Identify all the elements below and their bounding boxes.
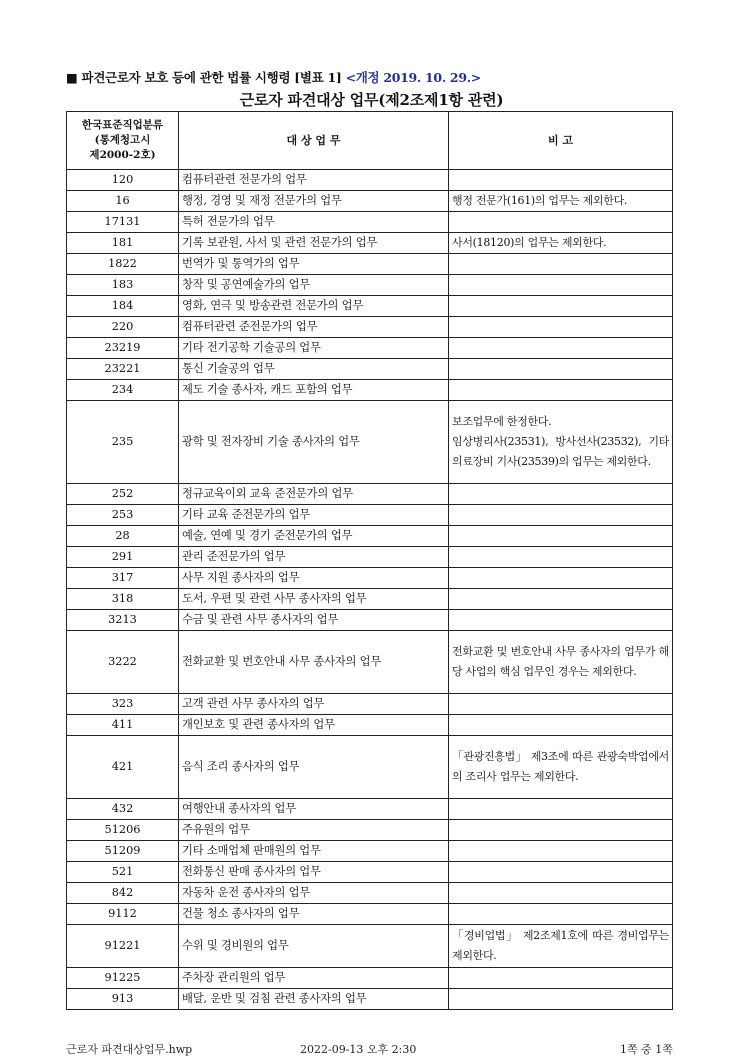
- occupation-code-cell: 913: [67, 989, 179, 1010]
- table-row: [67, 317, 673, 338]
- remark-text: 「관광진흥법」 제3조에 따른 관광숙박업에서의 조리사 업무는 제외한다.: [452, 750, 669, 783]
- target-duty-cell: 광학 및 전자장비 기술 종사자의 업무: [179, 401, 449, 484]
- occupation-code-cell: 323: [67, 694, 179, 715]
- table-header-row: [67, 112, 673, 170]
- occupation-code-cell: 1822: [67, 254, 179, 275]
- duty-column-header: 대 상 업 무: [179, 112, 449, 170]
- remark-cell: [449, 883, 673, 904]
- occupation-code-cell: 411: [67, 715, 179, 736]
- target-duty-cell: 수위 및 경비원의 업무: [179, 925, 449, 968]
- table-row: [67, 380, 673, 401]
- occupation-code-cell: 51209: [67, 841, 179, 862]
- remark-cell: [449, 401, 673, 484]
- target-duty-cell: 전화교환 및 번호안내 사무 종사자의 업무: [179, 631, 449, 694]
- remark-cell: [449, 694, 673, 715]
- remark-text: 보조업무에 한정한다.: [452, 415, 552, 428]
- occupation-code-cell: 23221: [67, 359, 179, 380]
- remark-cell: [449, 820, 673, 841]
- remark-cell: [449, 380, 673, 401]
- remark-cell: [449, 968, 673, 989]
- table-row: [67, 589, 673, 610]
- table-row: [67, 736, 673, 799]
- table-row: [67, 715, 673, 736]
- occupation-code-cell: 3222: [67, 631, 179, 694]
- table-row: [67, 841, 673, 862]
- table-row: [67, 233, 673, 254]
- target-duty-cell: 여행안내 종사자의 업무: [179, 799, 449, 820]
- footer-page-number: 1쪽 중 1쪽: [620, 1043, 673, 1056]
- target-duty-cell: 통신 기술공의 업무: [179, 359, 449, 380]
- table-row: [67, 989, 673, 1010]
- occupation-code-cell: 17131: [67, 212, 179, 233]
- target-duty-cell: 자동차 운전 종사자의 업무: [179, 883, 449, 904]
- occupation-code-cell: 183: [67, 275, 179, 296]
- target-duty-cell: 주차장 관리원의 업무: [179, 968, 449, 989]
- target-duty-cell: 컴퓨터관련 전문가의 업무: [179, 170, 449, 191]
- occupation-code-cell: 220: [67, 317, 179, 338]
- occupation-code-cell: 291: [67, 547, 179, 568]
- occupation-code-cell: 421: [67, 736, 179, 799]
- remark-cell: [449, 736, 673, 799]
- code-header-line: 제2000-2호): [89, 149, 156, 161]
- remark-cell: [449, 925, 673, 968]
- remark-cell: [449, 841, 673, 862]
- target-duty-cell: 사무 지원 종사자의 업무: [179, 568, 449, 589]
- occupation-code-cell: 253: [67, 505, 179, 526]
- remark-cell: [449, 254, 673, 275]
- remark-text: 행정 전문가(161)의 업무는 제외한다.: [452, 194, 628, 207]
- occupation-code-cell: 521: [67, 862, 179, 883]
- occupation-code-cell: 184: [67, 296, 179, 317]
- remark-cell: [449, 296, 673, 317]
- document-title: 근로자 파견대상 업무(제2조제1항 관련): [239, 91, 504, 109]
- target-duty-cell: 컴퓨터관련 준전문가의 업무: [179, 317, 449, 338]
- occupation-code-cell: 432: [67, 799, 179, 820]
- target-duty-cell: 배달, 운반 및 검침 관련 종사자의 업무: [179, 989, 449, 1010]
- occupation-code-cell: 318: [67, 589, 179, 610]
- remark-cell: [449, 568, 673, 589]
- table-row: [67, 338, 673, 359]
- target-duty-cell: 특허 전문가의 업무: [179, 212, 449, 233]
- code-header-line: (통계청고시: [94, 134, 151, 146]
- occupation-code-cell: 28: [67, 526, 179, 547]
- occupation-code-cell: 234: [67, 380, 179, 401]
- table-row: [67, 170, 673, 191]
- table-row: [67, 862, 673, 883]
- occupation-code-cell: 91221: [67, 925, 179, 968]
- remark-cell: [449, 610, 673, 631]
- remark-cell: [449, 526, 673, 547]
- code-header-line: 한국표준직업분류: [81, 119, 164, 131]
- remark-cell: [449, 862, 673, 883]
- target-duty-cell: 기록 보관원, 사서 및 관련 전문가의 업무: [179, 233, 449, 254]
- remark-cell: [449, 799, 673, 820]
- table-row: [67, 359, 673, 380]
- remark-cell: [449, 715, 673, 736]
- occupation-code-cell: 235: [67, 401, 179, 484]
- remark-cell: [449, 989, 673, 1010]
- table-row: [67, 799, 673, 820]
- table-row: [67, 968, 673, 989]
- target-duty-cell: 전화통신 판매 종사자의 업무: [179, 862, 449, 883]
- remark-cell: [449, 275, 673, 296]
- remark-text: 사서(18120)의 업무는 제외한다.: [452, 236, 607, 249]
- target-duty-cell: 기타 전기공학 기술공의 업무: [179, 338, 449, 359]
- table-row: [67, 505, 673, 526]
- revision-date: <개정 2019. 10. 29.>: [345, 70, 481, 85]
- remark-cell: [449, 547, 673, 568]
- target-duty-cell: 영화, 연극 및 방송관련 전문가의 업무: [179, 296, 449, 317]
- target-duty-cell: 창작 및 공연예술가의 업무: [179, 275, 449, 296]
- target-duty-cell: 행정, 경영 및 재정 전문가의 업무: [179, 191, 449, 212]
- occupation-code-cell: 23219: [67, 338, 179, 359]
- target-duty-cell: 기타 교육 준전문가의 업무: [179, 505, 449, 526]
- table-row: [67, 568, 673, 589]
- remark-text: 임상병리사(23531), 방사선사(23532), 기타 의료장비 기사(23539)의 업무는 제외한다.: [452, 435, 669, 468]
- table-row: [67, 401, 673, 484]
- remark-text: 전화교환 및 번호안내 사무 종사자의 업무가 해당 사업의 핵심 업무인 경우는 제외한다.: [452, 645, 669, 678]
- table-row: [67, 212, 673, 233]
- table-row: [67, 925, 673, 968]
- footer-filename: 근로자 파견대상업무.hwp: [66, 1043, 193, 1056]
- occupation-code-cell: 9112: [67, 904, 179, 925]
- target-duty-cell: 고객 관련 사무 종사자의 업무: [179, 694, 449, 715]
- remark-cell: [449, 505, 673, 526]
- table-row: [67, 191, 673, 212]
- target-duty-cell: 도서, 우편 및 관련 사무 종사자의 업무: [179, 589, 449, 610]
- target-duty-cell: 관리 준전문가의 업무: [179, 547, 449, 568]
- occupation-code-cell: 51206: [67, 820, 179, 841]
- table-row: [67, 883, 673, 904]
- remark-cell: [449, 170, 673, 191]
- table-row: [67, 694, 673, 715]
- law-reference-line: [66, 68, 706, 86]
- target-duty-cell: 주유원의 업무: [179, 820, 449, 841]
- target-duty-cell: 제도 기술 종사자, 캐드 포함의 업무: [179, 380, 449, 401]
- table-row: [67, 526, 673, 547]
- table-row: [67, 820, 673, 841]
- remark-cell: [449, 317, 673, 338]
- remark-text: 「경비업법」 제2조제1호에 따른 경비업무는 제외한다.: [452, 929, 669, 962]
- remark-cell: [449, 589, 673, 610]
- occupation-code-cell: 317: [67, 568, 179, 589]
- table-row: [67, 296, 673, 317]
- table-row: [67, 547, 673, 568]
- note-column-header: 비 고: [449, 112, 673, 170]
- occupation-code-cell: 842: [67, 883, 179, 904]
- law-reference: ■ 파견근로자 보호 등에 관한 법률 시행령 [별표 1]: [66, 70, 346, 85]
- remark-cell: [449, 359, 673, 380]
- table-row: [67, 254, 673, 275]
- remark-cell: [449, 212, 673, 233]
- table-row: [67, 275, 673, 296]
- target-duty-cell: 기타 소매업체 판매원의 업무: [179, 841, 449, 862]
- remark-cell: [449, 191, 673, 212]
- table-row: [67, 904, 673, 925]
- target-duty-cell: 번역가 및 통역가의 업무: [179, 254, 449, 275]
- occupation-code-cell: 91225: [67, 968, 179, 989]
- remark-cell: [449, 484, 673, 505]
- remark-cell: [449, 233, 673, 254]
- dispatch-work-table: [66, 111, 673, 1010]
- table-body: [67, 170, 673, 1010]
- target-duty-cell: 정규교육이외 교육 준전문가의 업무: [179, 484, 449, 505]
- remark-cell: [449, 631, 673, 694]
- target-duty-cell: 건물 청소 종사자의 업무: [179, 904, 449, 925]
- code-column-header: [67, 112, 179, 170]
- footer-datetime: 2022-09-13 오후 2:30: [300, 1043, 417, 1056]
- table-row: [67, 610, 673, 631]
- target-duty-cell: 개인보호 및 관련 종사자의 업무: [179, 715, 449, 736]
- occupation-code-cell: 252: [67, 484, 179, 505]
- occupation-code-cell: 3213: [67, 610, 179, 631]
- remark-cell: [449, 904, 673, 925]
- occupation-code-cell: 120: [67, 170, 179, 191]
- target-duty-cell: 예술, 연예 및 경기 준전문가의 업무: [179, 526, 449, 547]
- remark-cell: [449, 338, 673, 359]
- occupation-code-cell: 16: [67, 191, 179, 212]
- occupation-code-cell: 181: [67, 233, 179, 254]
- target-duty-cell: 수금 및 관련 사무 종사자의 업무: [179, 610, 449, 631]
- table-row: [67, 484, 673, 505]
- table-row: [67, 631, 673, 694]
- target-duty-cell: 음식 조리 종사자의 업무: [179, 736, 449, 799]
